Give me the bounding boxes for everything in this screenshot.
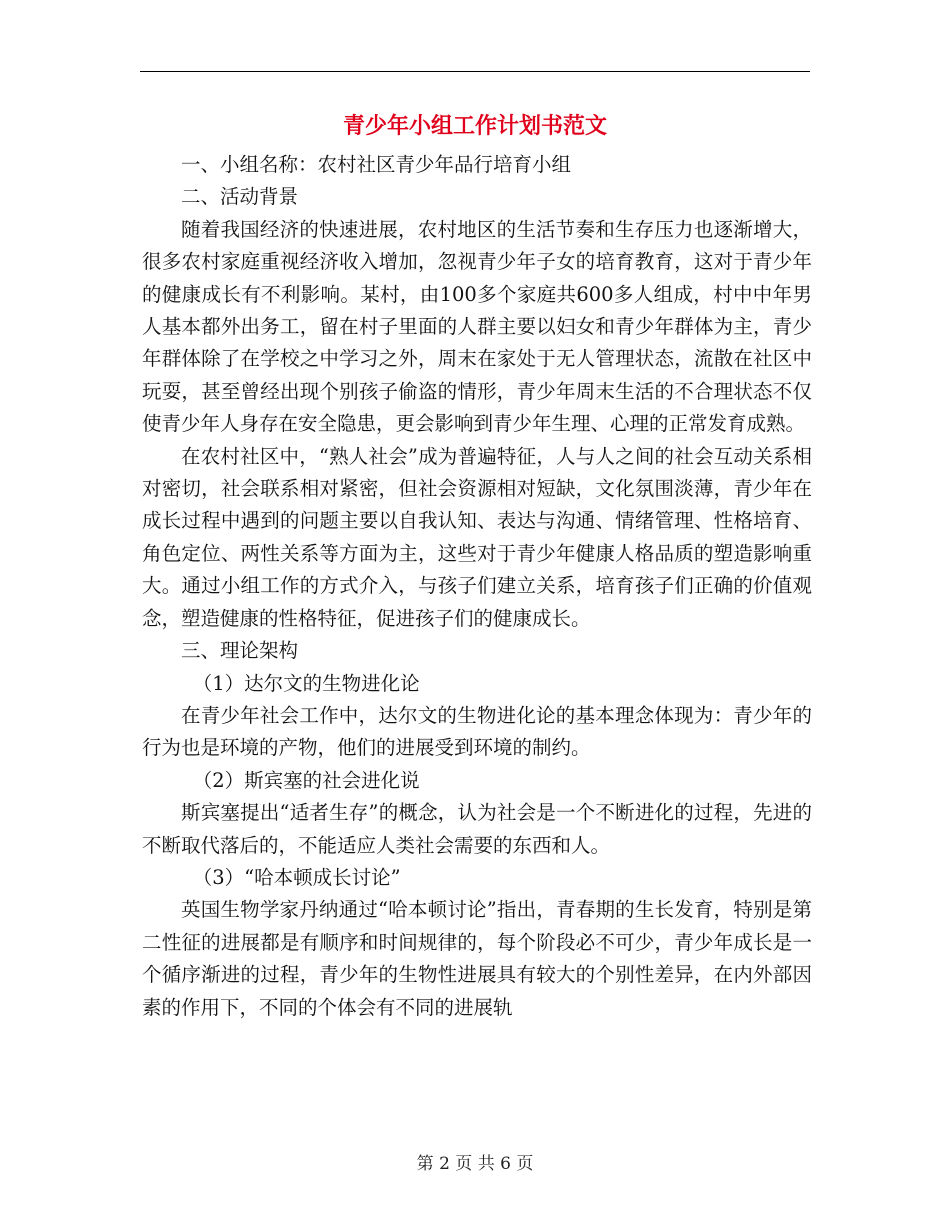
body-paragraph: 在农村社区中，“熟人社会”成为普遍特征，人与人之间的社会互动关系相对密切，社会联系相对紧密，但社会资源相对短缺，文化氛围淡薄，青少年在成长过程中遇到的问题主要以自我认知、表达与沟通、情绪管理、性格培育、角色定位、两性关系等方面为主，这些对于青少年健康人格品质的塑造影响重大。通过小组工作的方式介入，与孩子们建立关系，培育孩子们正确的价值观念，塑造健康的性格特征，促进孩子们的健康成长。 (142, 444, 812, 630)
section-heading-background: 二、活动背景 (181, 185, 299, 209)
document-title: 青少年小组工作计划书范文 (342, 113, 607, 139)
page-number: 第 2 页 共 6 页 (416, 1154, 534, 1174)
header-rule (140, 71, 810, 72)
subsection-heading: （3）“哈本顿成长讨论” (192, 865, 401, 889)
section-heading-theory: 三、理论架构 (181, 639, 299, 663)
subsection-heading: （2）斯宾塞的社会进化说 (192, 768, 420, 792)
subsection-heading: （1）达尔文的生物进化论 (192, 671, 420, 695)
section-heading-group-name: 一、小组名称：农村社区青少年品行培育小组 (181, 153, 572, 176)
body-paragraph: 在青少年社会工作中，达尔文的生物进化论的基本理念体现为：青少年的行为也是环境的产物，他们的进展受到环境的制约。 (142, 703, 812, 760)
body-paragraph: 随着我国经济的快速进展，农村地区的生活节奏和生存压力也逐渐增大，很多农村家庭重视经济收入增加，忽视青少年子女的培育教育，这对于青少年的健康成长有不利影响。某村，由100多个家庭共600多人组成，村中中年男人基本都外出务工，留在村子里面的人群主要以妇女和青少年群体为主，青少年群体除了在学校之中学习之外，周末在家处于无人管理状态，流散在社区中玩耍，甚至曾经出现个别孩子偷盗的情形，青少年周末生活的不合理状态不仅使青少年人身存在安全隐患，更会影响到青少年生理、心理的正常发育成熟。 (142, 217, 812, 436)
document-body (142, 149, 812, 1024)
body-paragraph: 英国生物学家丹纳通过“哈本顿讨论”指出，青春期的生长发育，特别是第二性征的进展都是有顺序和时间规律的，每个阶段必不可少，青少年成长是一个循序渐进的过程，青少年的生物性进展具有较大的个别性差异，在内外部因素的作用下，不同的个体会有不同的进展轨 (142, 898, 812, 1019)
body-paragraph: 斯宾塞提出“适者生存”的概念，认为社会是一个不断进化的过程，先进的不断取代落后的，不能适应人类社会需要的东西和人。 (142, 801, 812, 857)
